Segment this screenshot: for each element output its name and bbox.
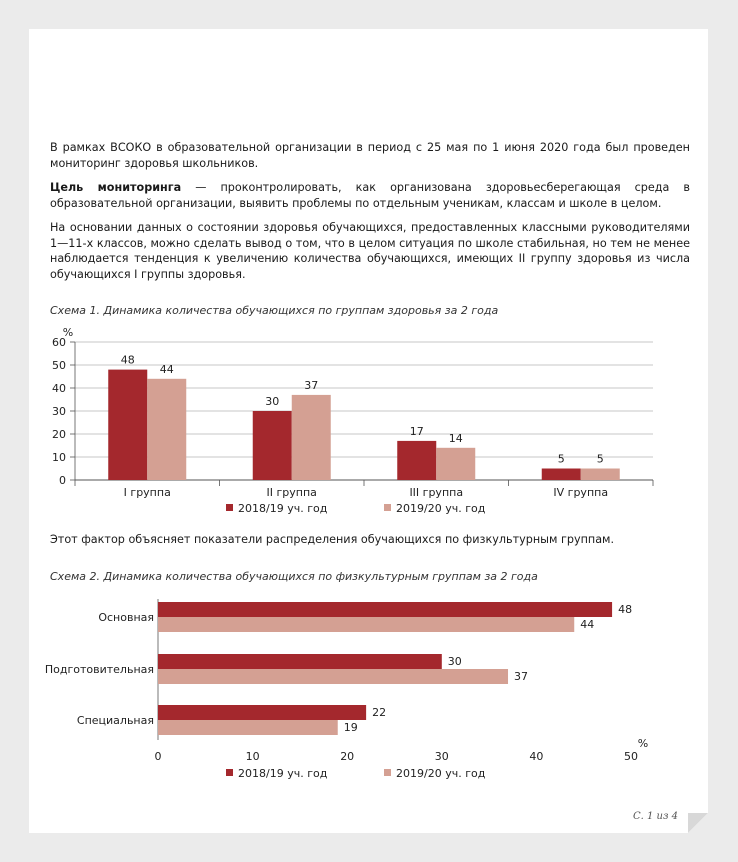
x-tick-label: 50 — [624, 750, 638, 763]
paragraph-1: В рамках ВСОКО в образовательной организации в период с 25 мая по 1 июня 2020 года был проведен мониторинг здоровья школьников. — [50, 141, 690, 170]
x-tick-label: 0 — [154, 750, 162, 763]
bar — [158, 617, 574, 632]
data-label: 5 — [596, 452, 604, 466]
paragraph-3: На основании данных о состоянии здоровья обучающихся, предоставленных классными руководителями 1—11-х классов, можно сделать вывод о том, что в целом ситуация по школе стабильная, но тем не менее наблюдается тенденция к увеличению количества обучающихся, имеющих II группу здоровья из числа обучающихся I группы здоровья. — [50, 221, 690, 281]
x-tick-label: I группа — [123, 486, 171, 499]
y-tick-label: 0 — [59, 474, 66, 487]
data-label: 30 — [447, 655, 462, 668]
x-tick-label: 30 — [434, 750, 449, 763]
page-number: С. 1 из 4 — [633, 811, 678, 822]
page-curl — [688, 813, 708, 833]
legend-label: 2018/19 уч. год — [238, 767, 328, 780]
chart-1-caption: Схема 1. Динамика количества обучающихся по группам здоровья за 2 года — [50, 304, 499, 317]
bar — [158, 669, 508, 684]
data-label: 17 — [409, 424, 424, 438]
y-tick-label: 60 — [52, 336, 66, 349]
data-label: 30 — [265, 395, 280, 408]
x-tick-label: 10 — [245, 750, 260, 763]
y-tick-label: 20 — [52, 428, 66, 441]
goal-text: — проконтролировать, как организована здоровьесберегающая среда в образовательной организации, выявить проблемы по отдельным ученикам, классам и школе в целом. — [50, 181, 690, 210]
x-tick-label: IV группа — [553, 486, 609, 499]
x-axis-unit: % — [637, 737, 649, 750]
legend-label: 2019/20 уч. год — [396, 502, 486, 515]
y-tick-label: Основная — [98, 611, 154, 624]
data-label: 48 — [120, 353, 135, 367]
document-page — [29, 29, 708, 833]
chart-2-pe-groups — [29, 29, 708, 833]
y-axis-unit: % — [62, 326, 74, 339]
y-tick-label: 40 — [52, 382, 66, 395]
x-tick-label: III группа — [409, 486, 464, 499]
x-tick-label: II группа — [266, 486, 317, 499]
data-label: 14 — [448, 431, 463, 445]
y-tick-label: 50 — [52, 359, 66, 372]
data-label: 44 — [159, 362, 174, 376]
legend-label: 2018/19 уч. год — [238, 502, 328, 515]
chart-2-caption: Схема 2. Динамика количества обучающихся по физкультурным группам за 2 года — [50, 570, 538, 583]
y-tick-label: Специальная — [76, 714, 154, 727]
data-label: 37 — [304, 378, 319, 392]
legend-label: 2019/20 уч. год — [396, 767, 486, 780]
data-label: 44 — [580, 618, 595, 631]
data-label: 5 — [557, 452, 565, 466]
goal-label: Цель мониторинга — [50, 181, 182, 194]
data-label: 22 — [372, 706, 387, 719]
x-tick-label: 40 — [529, 750, 544, 763]
data-label: 37 — [514, 670, 529, 683]
bar — [158, 705, 366, 720]
legend-swatch — [384, 769, 391, 776]
paragraph-4: Этот фактор объясняет показатели распределения обучающихся по физкультурным группам. — [50, 533, 615, 546]
bar — [158, 602, 612, 617]
x-tick-label: 20 — [340, 750, 355, 763]
y-tick-label: Подготовительная — [44, 663, 154, 676]
data-label: 19 — [343, 721, 358, 734]
bar — [158, 720, 338, 735]
y-tick-label: 10 — [52, 451, 66, 464]
y-tick-label: 30 — [52, 405, 66, 418]
data-label: 48 — [618, 603, 633, 616]
legend-swatch — [226, 769, 233, 776]
bar — [158, 654, 442, 669]
